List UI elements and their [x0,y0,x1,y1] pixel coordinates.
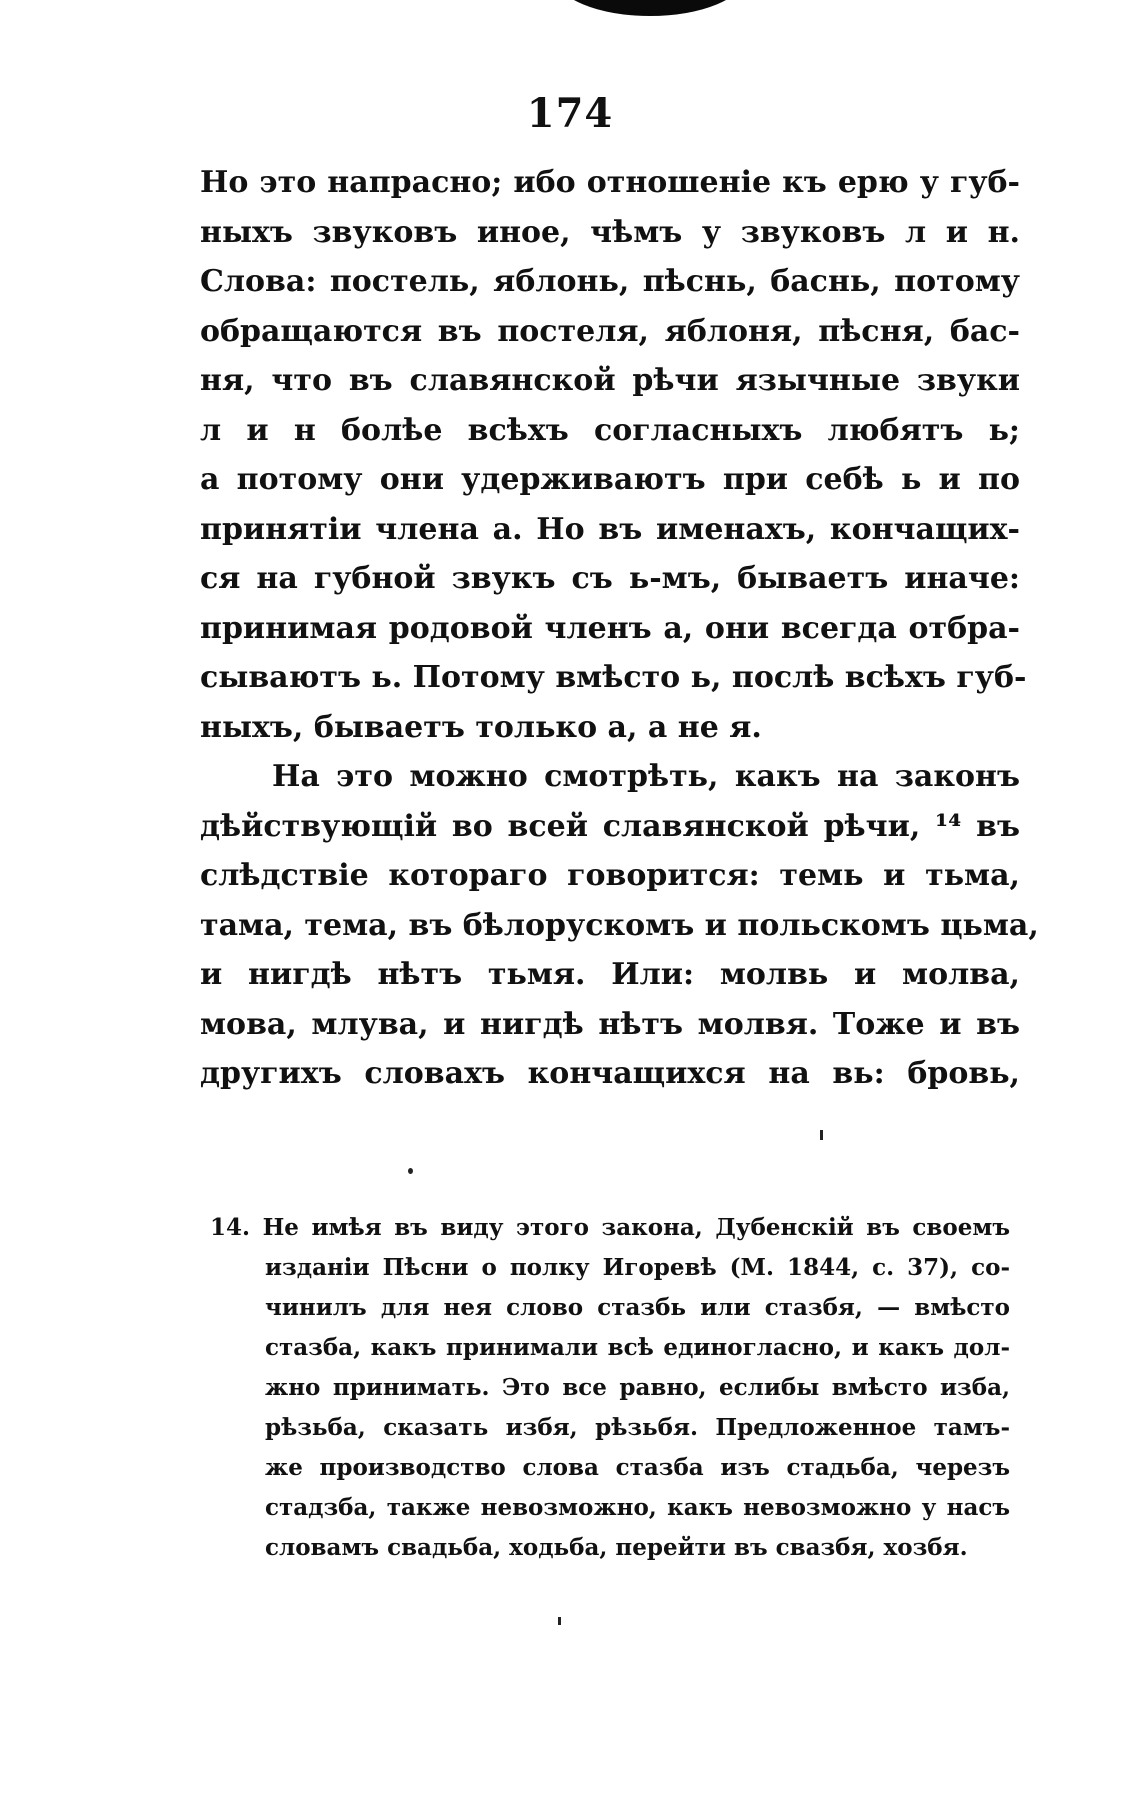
ink-blot [555,0,745,16]
body-line: обращаются въ постеля, яблоня, пѣсня, бас- [200,313,1020,349]
footnote-line: словамъ свадьба, ходьба, перейти въ свазбя, хозбя. [265,1534,968,1561]
body-line: а потому они удерживаютъ при себѣ ь и по [200,462,1020,497]
body-line: ся на губной звукъ съ ь-мъ, бываетъ иначе: [200,561,1020,596]
footnote-line: стадзба, также невозможно, какъ невозможно у насъ [265,1494,1010,1521]
body-line: На это можно смотрѣть, какъ на законъ [272,759,1020,794]
body-line: Но это напрасно; ибо отношеніе къ ерю у губ- [200,165,1020,200]
footnote-line: изданіи Пѣсни о полку Игоревѣ (М. 1844, с. 37), со- [265,1254,1010,1281]
body-line: тама, тема, въ бѣлорускомъ и польскомъ цьма, [200,907,1039,943]
footnote [210,1208,1010,1568]
body-line: сываютъ ь. Потому вмѣсто ь, послѣ всѣхъ губ- [200,660,1027,695]
footnote-line: чинилъ для нея слово стазбь или стазбя, — вмѣсто [265,1294,1010,1321]
ink-speck [558,1617,561,1625]
body-line: Слова: постель, яблонь, пѣснь, баснь, потому [200,264,1020,299]
footnote-line: рѣзьба, сказать избя, рѣзьбя. Предложенное тамъ- [265,1414,1010,1441]
body-line: дѣйствующій во всей славянской рѣчи, ¹⁴ въ [200,808,1020,844]
ink-speck [408,1168,413,1174]
body-line: л и н болѣе всѣхъ согласныхъ любятъ ь; [200,412,1020,448]
body-line: ныхъ, бываетъ только а, а не я. [200,709,762,745]
body-line: принимая родовой членъ а, они всегда отбра- [200,610,1020,646]
body-line: и нигдѣ нѣтъ тьмя. Или: молвь и молва, [200,957,1020,992]
footnote-line: жно принимать. Это все равно, еслибы вмѣсто изба, [265,1374,1010,1401]
page-number: 174 [526,90,614,137]
body-line: ныхъ звуковъ иное, чѣмъ у звуковъ л и н. [200,214,1020,250]
body-line: другихъ словахъ кончащихся на вь: бровь, [200,1056,1020,1091]
body-line: ня, что въ славянской рѣчи язычные звуки [200,363,1020,398]
footnote-line: же производство слова стазба изъ стадьба, черезъ [265,1454,1010,1481]
body-line: слѣдствіе котораго говорится: темь и тьма, [200,858,1020,893]
footnote-marker: 14. [210,1214,251,1241]
body-line: мова, млува, и нигдѣ нѣтъ молвя. Тоже и въ [200,1006,1020,1042]
footnote-line: 14. Не имѣя въ виду этого закона, Дубенскій въ своемъ [210,1214,1011,1241]
ink-speck [820,1130,823,1140]
body-text [200,158,1039,1099]
body-line: принятіи члена а. Но въ именахъ, кончащих- [200,511,1020,547]
footnote-line: стазба, какъ принимали всѣ единогласно, и какъ дол- [265,1334,1010,1361]
